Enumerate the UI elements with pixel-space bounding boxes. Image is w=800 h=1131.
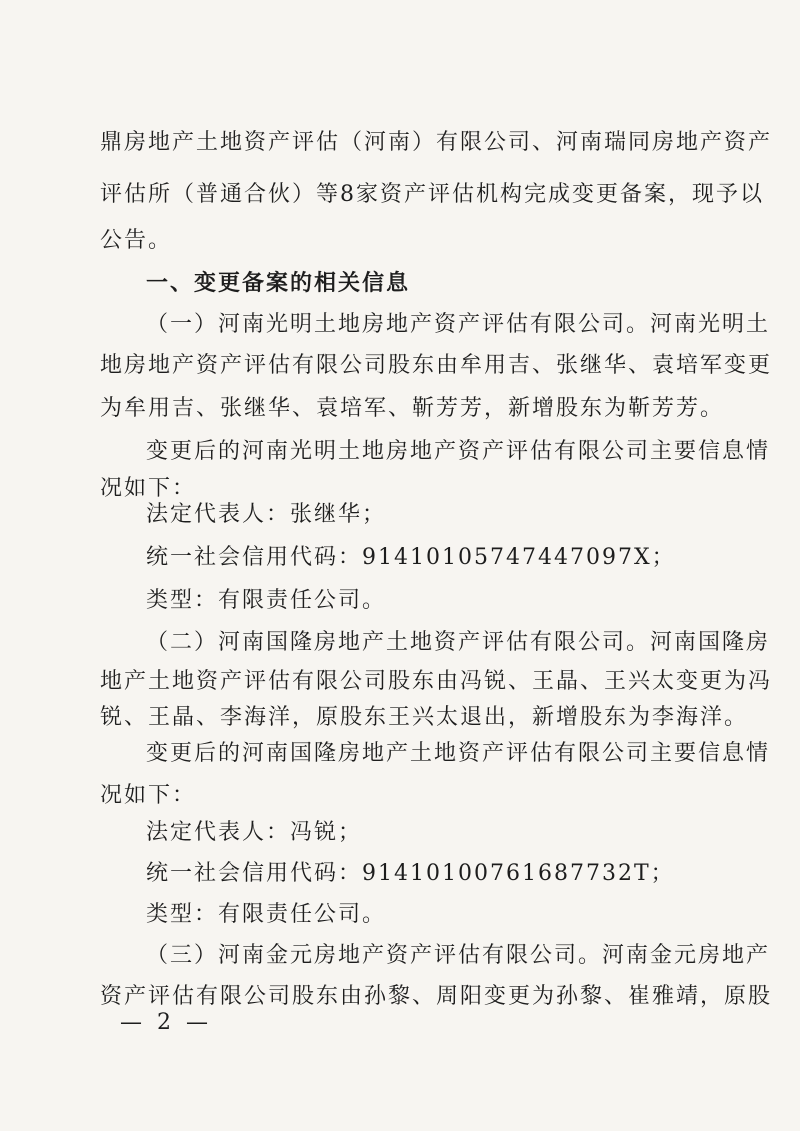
paragraph-line: 资产评估有限公司股东由孙黎、周阳变更为孙黎、崔雅靖，原股 xyxy=(100,984,773,1009)
paragraph-line: 为牟用吉、张继华、袁培军、靳芳芳，新增股东为靳芳芳。 xyxy=(100,396,725,421)
page-number: — 2 — xyxy=(120,1010,212,1035)
company-type: 类型：有限责任公司。 xyxy=(146,588,387,613)
paragraph-line: 鼎房地产土地资产评估（河南）有限公司、河南瑞同房地产资产 xyxy=(100,130,773,155)
paragraph-line: （一）河南光明土地房地产资产评估有限公司。河南光明土 xyxy=(146,312,771,337)
paragraph-line: 地房地产资产评估有限公司股东由牟用吉、张继华、袁培军变更 xyxy=(100,353,773,378)
legal-representative: 法定代表人：冯锐； xyxy=(146,820,363,845)
paragraph-line: 地产土地资产评估有限公司股东由冯锐、王晶、王兴太变更为冯 xyxy=(100,669,773,694)
section-heading: 一、变更备案的相关信息 xyxy=(146,271,411,296)
paragraph-line: 况如下： xyxy=(100,476,197,501)
paragraph-line: 评估所（普通合伙）等8家资产评估机构完成变更备案，现予以 xyxy=(100,182,764,207)
paragraph-line: 变更后的河南国隆房地产土地资产评估有限公司主要信息情 xyxy=(146,741,771,766)
paragraph-line: （三）河南金元房地产资产评估有限公司。河南金元房地产 xyxy=(146,943,771,968)
credit-code: 统一社会信用代码：91410105747447097X； xyxy=(146,545,676,570)
company-type: 类型：有限责任公司。 xyxy=(146,902,387,927)
paragraph-line: （二）河南国隆房地产土地资产评估有限公司。河南国隆房 xyxy=(146,630,771,655)
paragraph-line: 变更后的河南光明土地房地产资产评估有限公司主要信息情 xyxy=(146,439,771,464)
credit-code: 统一社会信用代码：91410100761687732T； xyxy=(146,861,675,886)
legal-representative: 法定代表人：张继华； xyxy=(146,502,387,527)
paragraph-line: 况如下： xyxy=(100,783,197,808)
paragraph-line: 公告。 xyxy=(100,228,173,253)
paragraph-line: 锐、王晶、李海洋，原股东王兴太退出，新增股东为李海洋。 xyxy=(100,705,749,730)
